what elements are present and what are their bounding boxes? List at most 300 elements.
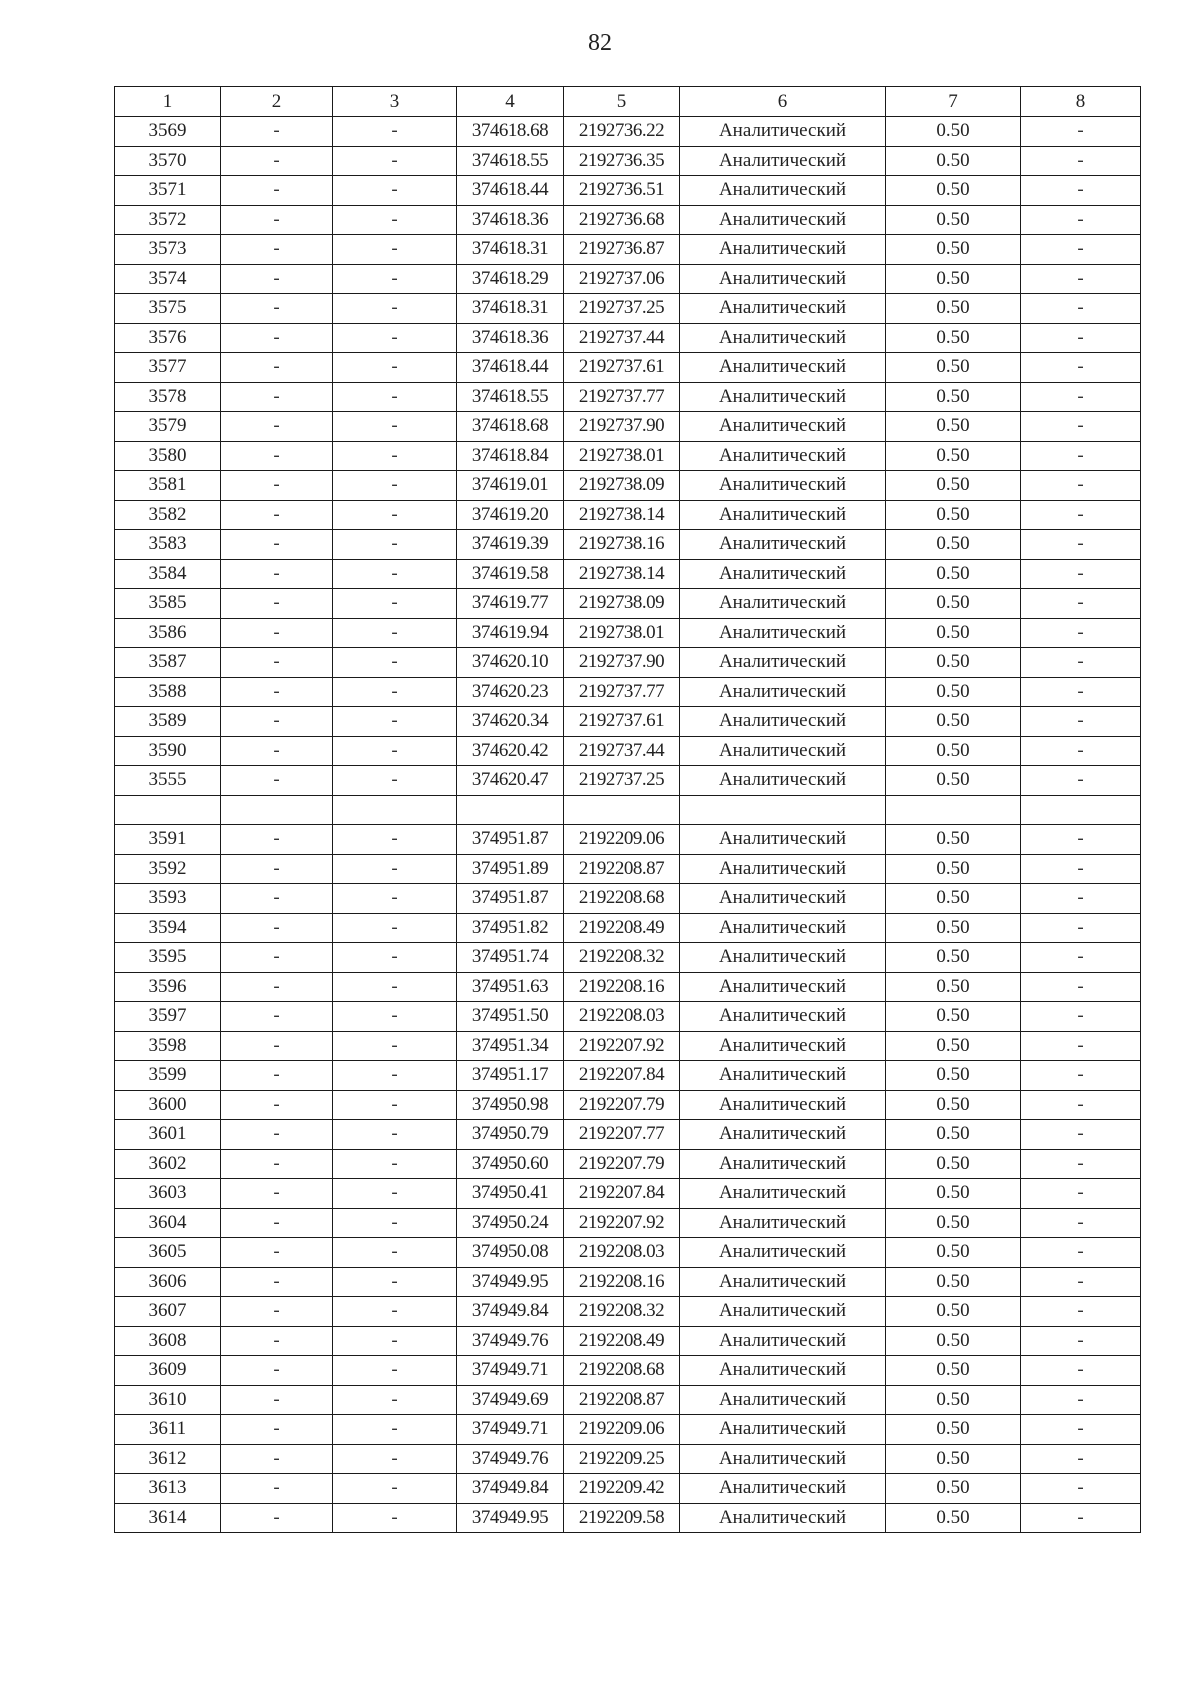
method-cell: Аналитический <box>680 294 886 324</box>
col-3-cell: - <box>333 1356 457 1386</box>
table-row <box>115 1385 1141 1415</box>
point-number-cell: 3605 <box>115 1238 221 1268</box>
coord-x-cell: 374618.36 <box>457 205 564 235</box>
coord-y-cell: 2192207.84 <box>564 1061 680 1091</box>
col-3-cell: - <box>333 707 457 737</box>
col-2-cell: - <box>221 235 333 265</box>
point-number-cell: 3581 <box>115 471 221 501</box>
coord-x-cell: 374618.55 <box>457 382 564 412</box>
point-number-cell: 3608 <box>115 1326 221 1356</box>
coord-y-cell: 2192208.87 <box>564 1385 680 1415</box>
accuracy-cell <box>886 795 1021 825</box>
table-row <box>115 353 1141 383</box>
coord-y-cell: 2192208.03 <box>564 1002 680 1032</box>
point-number-cell: 3555 <box>115 766 221 796</box>
col-3-cell: - <box>333 441 457 471</box>
coord-y-cell: 2192209.06 <box>564 1415 680 1445</box>
table-body <box>115 117 1141 1533</box>
point-number-cell: 3601 <box>115 1120 221 1150</box>
point-number-cell: 3613 <box>115 1474 221 1504</box>
accuracy-cell: 0.50 <box>886 677 1021 707</box>
coord-y-cell: 2192209.58 <box>564 1503 680 1533</box>
col-8-cell: - <box>1021 1031 1141 1061</box>
table-row <box>115 1297 1141 1327</box>
point-number-cell: 3603 <box>115 1179 221 1209</box>
col-8-cell: - <box>1021 117 1141 147</box>
column-header-6: 6 <box>680 87 886 117</box>
col-3-cell: - <box>333 1208 457 1238</box>
point-number-cell: 3583 <box>115 530 221 560</box>
coord-x-cell: 374618.55 <box>457 146 564 176</box>
point-number-cell: 3600 <box>115 1090 221 1120</box>
accuracy-cell: 0.50 <box>886 353 1021 383</box>
point-number-cell: 3588 <box>115 677 221 707</box>
col-8-cell: - <box>1021 972 1141 1002</box>
point-number-cell: 3573 <box>115 235 221 265</box>
col-2-cell: - <box>221 1444 333 1474</box>
table-header-row <box>115 87 1141 117</box>
point-number-cell: 3570 <box>115 146 221 176</box>
method-cell: Аналитический <box>680 648 886 678</box>
col-3-cell: - <box>333 1179 457 1209</box>
table-row <box>115 264 1141 294</box>
accuracy-cell: 0.50 <box>886 1208 1021 1238</box>
coord-y-cell: 2192209.06 <box>564 825 680 855</box>
accuracy-cell: 0.50 <box>886 1061 1021 1091</box>
coord-y-cell: 2192209.25 <box>564 1444 680 1474</box>
coord-x-cell: 374949.76 <box>457 1326 564 1356</box>
accuracy-cell: 0.50 <box>886 1297 1021 1327</box>
coord-x-cell: 374949.95 <box>457 1503 564 1533</box>
method-cell: Аналитический <box>680 412 886 442</box>
coord-x-cell: 374618.31 <box>457 235 564 265</box>
accuracy-cell: 0.50 <box>886 648 1021 678</box>
table-row <box>115 1267 1141 1297</box>
point-number-cell: 3592 <box>115 854 221 884</box>
coord-y-cell: 2192738.09 <box>564 471 680 501</box>
coord-x-cell: 374618.31 <box>457 294 564 324</box>
col-8-cell: - <box>1021 1385 1141 1415</box>
table-row <box>115 1326 1141 1356</box>
col-8-cell: - <box>1021 146 1141 176</box>
point-number-cell: 3598 <box>115 1031 221 1061</box>
col-8-cell: - <box>1021 1444 1141 1474</box>
col-3-cell: - <box>333 618 457 648</box>
col-3-cell: - <box>333 913 457 943</box>
col-3-cell: - <box>333 1385 457 1415</box>
col-3-cell: - <box>333 117 457 147</box>
accuracy-cell: 0.50 <box>886 1385 1021 1415</box>
col-8-cell: - <box>1021 412 1141 442</box>
accuracy-cell: 0.50 <box>886 176 1021 206</box>
col-8-cell: - <box>1021 235 1141 265</box>
col-2-cell: - <box>221 1238 333 1268</box>
accuracy-cell: 0.50 <box>886 1120 1021 1150</box>
col-3-cell: - <box>333 1503 457 1533</box>
col-8-cell: - <box>1021 264 1141 294</box>
table-row <box>115 1444 1141 1474</box>
method-cell: Аналитический <box>680 146 886 176</box>
col-2-cell: - <box>221 1031 333 1061</box>
col-3-cell: - <box>333 235 457 265</box>
coord-x-cell: 374618.84 <box>457 441 564 471</box>
accuracy-cell: 0.50 <box>886 707 1021 737</box>
col-3-cell: - <box>333 1031 457 1061</box>
column-header-3: 3 <box>333 87 457 117</box>
accuracy-cell: 0.50 <box>886 943 1021 973</box>
col-2-cell: - <box>221 264 333 294</box>
table-row <box>115 117 1141 147</box>
method-cell: Аналитический <box>680 1120 886 1150</box>
col-3-cell: - <box>333 589 457 619</box>
coord-y-cell: 2192736.87 <box>564 235 680 265</box>
point-number-cell: 3589 <box>115 707 221 737</box>
accuracy-cell: 0.50 <box>886 264 1021 294</box>
table-row <box>115 146 1141 176</box>
col-3-cell: - <box>333 146 457 176</box>
coord-y-cell: 2192208.68 <box>564 884 680 914</box>
col-8-cell: - <box>1021 943 1141 973</box>
method-cell: Аналитический <box>680 1208 886 1238</box>
col-8-cell: - <box>1021 825 1141 855</box>
coord-x-cell: 374618.68 <box>457 412 564 442</box>
coord-x-cell: 374950.98 <box>457 1090 564 1120</box>
col-3-cell: - <box>333 1002 457 1032</box>
coord-x-cell: 374620.23 <box>457 677 564 707</box>
col-3-cell: - <box>333 648 457 678</box>
point-number-cell: 3607 <box>115 1297 221 1327</box>
point-number-cell: 3599 <box>115 1061 221 1091</box>
table-row <box>115 1474 1141 1504</box>
coord-y-cell: 2192208.32 <box>564 943 680 973</box>
col-2-cell: - <box>221 1503 333 1533</box>
col-8-cell: - <box>1021 1061 1141 1091</box>
coord-y-cell: 2192738.16 <box>564 530 680 560</box>
col-3-cell: - <box>333 1326 457 1356</box>
point-number-cell: 3614 <box>115 1503 221 1533</box>
accuracy-cell: 0.50 <box>886 766 1021 796</box>
point-number-cell: 3575 <box>115 294 221 324</box>
coord-y-cell: 2192737.06 <box>564 264 680 294</box>
coord-x-cell: 374619.01 <box>457 471 564 501</box>
point-number-cell: 3569 <box>115 117 221 147</box>
col-8-cell: - <box>1021 1503 1141 1533</box>
accuracy-cell: 0.50 <box>886 972 1021 1002</box>
table-row <box>115 1061 1141 1091</box>
col-8-cell: - <box>1021 736 1141 766</box>
method-cell: Аналитический <box>680 589 886 619</box>
table-row <box>115 1208 1141 1238</box>
coord-y-cell: 2192737.77 <box>564 677 680 707</box>
table-row <box>115 1179 1141 1209</box>
coord-x-cell: 374619.20 <box>457 500 564 530</box>
table-row <box>115 235 1141 265</box>
coord-y-cell: 2192207.79 <box>564 1149 680 1179</box>
method-cell: Аналитический <box>680 323 886 353</box>
col-3-cell: - <box>333 1297 457 1327</box>
point-number-cell: 3593 <box>115 884 221 914</box>
table-row <box>115 559 1141 589</box>
coord-x-cell: 374620.10 <box>457 648 564 678</box>
col-2-cell: - <box>221 294 333 324</box>
coord-x-cell: 374618.44 <box>457 353 564 383</box>
accuracy-cell: 0.50 <box>886 825 1021 855</box>
coord-x-cell: 374620.42 <box>457 736 564 766</box>
method-cell <box>680 795 886 825</box>
coord-x-cell: 374951.50 <box>457 1002 564 1032</box>
method-cell: Аналитический <box>680 1385 886 1415</box>
method-cell: Аналитический <box>680 530 886 560</box>
table-row <box>115 471 1141 501</box>
col-2-cell: - <box>221 766 333 796</box>
point-number-cell: 3604 <box>115 1208 221 1238</box>
col-2-cell: - <box>221 1326 333 1356</box>
table-row <box>115 294 1141 324</box>
column-header-2: 2 <box>221 87 333 117</box>
accuracy-cell: 0.50 <box>886 146 1021 176</box>
coordinates-table <box>114 86 1141 1533</box>
col-8-cell: - <box>1021 1149 1141 1179</box>
col-8-cell <box>1021 795 1141 825</box>
column-header-1: 1 <box>115 87 221 117</box>
accuracy-cell: 0.50 <box>886 471 1021 501</box>
col-2-cell: - <box>221 854 333 884</box>
method-cell: Аналитический <box>680 1503 886 1533</box>
col-2-cell: - <box>221 1179 333 1209</box>
method-cell: Аналитический <box>680 1444 886 1474</box>
col-3-cell: - <box>333 972 457 1002</box>
coord-x-cell: 374949.71 <box>457 1415 564 1445</box>
table-row <box>115 1356 1141 1386</box>
col-2-cell: - <box>221 176 333 206</box>
accuracy-cell: 0.50 <box>886 1474 1021 1504</box>
method-cell: Аналитический <box>680 1002 886 1032</box>
col-3-cell: - <box>333 294 457 324</box>
point-number-cell <box>115 795 221 825</box>
col-3-cell: - <box>333 1238 457 1268</box>
coord-x-cell: 374950.41 <box>457 1179 564 1209</box>
method-cell: Аналитический <box>680 264 886 294</box>
accuracy-cell: 0.50 <box>886 1031 1021 1061</box>
coord-y-cell: 2192208.87 <box>564 854 680 884</box>
coord-x-cell: 374620.34 <box>457 707 564 737</box>
method-cell: Аналитический <box>680 1179 886 1209</box>
col-8-cell: - <box>1021 1208 1141 1238</box>
point-number-cell: 3585 <box>115 589 221 619</box>
col-8-cell: - <box>1021 1474 1141 1504</box>
col-2-cell: - <box>221 559 333 589</box>
coord-x-cell: 374949.84 <box>457 1297 564 1327</box>
coord-y-cell: 2192207.92 <box>564 1208 680 1238</box>
coord-x-cell: 374950.60 <box>457 1149 564 1179</box>
col-3-cell: - <box>333 1444 457 1474</box>
table-row <box>115 648 1141 678</box>
col-8-cell: - <box>1021 589 1141 619</box>
coord-y-cell: 2192737.77 <box>564 382 680 412</box>
table-row <box>115 707 1141 737</box>
coord-x-cell: 374951.34 <box>457 1031 564 1061</box>
page-number: 82 <box>588 30 612 56</box>
accuracy-cell: 0.50 <box>886 618 1021 648</box>
method-cell: Аналитический <box>680 1061 886 1091</box>
col-3-cell: - <box>333 943 457 973</box>
coord-y-cell: 2192208.68 <box>564 1356 680 1386</box>
accuracy-cell: 0.50 <box>886 1090 1021 1120</box>
coord-y-cell: 2192208.32 <box>564 1297 680 1327</box>
coord-x-cell: 374618.44 <box>457 176 564 206</box>
method-cell: Аналитический <box>680 766 886 796</box>
coord-y-cell: 2192209.42 <box>564 1474 680 1504</box>
accuracy-cell: 0.50 <box>886 1326 1021 1356</box>
accuracy-cell: 0.50 <box>886 884 1021 914</box>
method-cell: Аналитический <box>680 677 886 707</box>
method-cell: Аналитический <box>680 441 886 471</box>
accuracy-cell: 0.50 <box>886 294 1021 324</box>
point-number-cell: 3572 <box>115 205 221 235</box>
coord-y-cell: 2192208.16 <box>564 972 680 1002</box>
accuracy-cell: 0.50 <box>886 412 1021 442</box>
col-8-cell: - <box>1021 530 1141 560</box>
col-3-cell: - <box>333 1415 457 1445</box>
coord-y-cell: 2192207.84 <box>564 1179 680 1209</box>
point-number-cell: 3579 <box>115 412 221 442</box>
method-cell: Аналитический <box>680 707 886 737</box>
method-cell: Аналитический <box>680 1297 886 1327</box>
coord-x-cell: 374951.89 <box>457 854 564 884</box>
table-row <box>115 530 1141 560</box>
method-cell: Аналитический <box>680 913 886 943</box>
col-8-cell: - <box>1021 1297 1141 1327</box>
coord-x-cell: 374950.79 <box>457 1120 564 1150</box>
coord-x-cell: 374618.68 <box>457 117 564 147</box>
method-cell: Аналитический <box>680 205 886 235</box>
col-3-cell: - <box>333 471 457 501</box>
coord-y-cell: 2192737.90 <box>564 648 680 678</box>
table-row-blank <box>115 795 1141 825</box>
col-2-cell: - <box>221 1149 333 1179</box>
point-number-cell: 3574 <box>115 264 221 294</box>
point-number-cell: 3577 <box>115 353 221 383</box>
method-cell: Аналитический <box>680 559 886 589</box>
method-cell: Аналитический <box>680 235 886 265</box>
coord-y-cell: 2192737.25 <box>564 294 680 324</box>
accuracy-cell: 0.50 <box>886 441 1021 471</box>
table-row <box>115 884 1141 914</box>
coord-y-cell: 2192208.49 <box>564 1326 680 1356</box>
coord-y-cell: 2192207.92 <box>564 1031 680 1061</box>
col-3-cell: - <box>333 1474 457 1504</box>
coord-x-cell <box>457 795 564 825</box>
col-2-cell: - <box>221 1415 333 1445</box>
col-8-cell: - <box>1021 1356 1141 1386</box>
col-8-cell: - <box>1021 1267 1141 1297</box>
col-3-cell: - <box>333 559 457 589</box>
col-8-cell: - <box>1021 353 1141 383</box>
col-2-cell: - <box>221 913 333 943</box>
col-3-cell: - <box>333 176 457 206</box>
coord-x-cell: 374950.24 <box>457 1208 564 1238</box>
col-3-cell: - <box>333 500 457 530</box>
col-2-cell: - <box>221 323 333 353</box>
col-2-cell: - <box>221 471 333 501</box>
method-cell: Аналитический <box>680 972 886 1002</box>
col-3-cell: - <box>333 1090 457 1120</box>
col-3-cell: - <box>333 1267 457 1297</box>
coord-y-cell: 2192737.25 <box>564 766 680 796</box>
col-3-cell <box>333 795 457 825</box>
accuracy-cell: 0.50 <box>886 1356 1021 1386</box>
accuracy-cell: 0.50 <box>886 589 1021 619</box>
table-row <box>115 825 1141 855</box>
col-2-cell: - <box>221 117 333 147</box>
point-number-cell: 3610 <box>115 1385 221 1415</box>
col-2-cell <box>221 795 333 825</box>
table-row <box>115 441 1141 471</box>
method-cell: Аналитический <box>680 1326 886 1356</box>
col-3-cell: - <box>333 854 457 884</box>
coord-y-cell: 2192738.09 <box>564 589 680 619</box>
coord-y-cell: 2192208.03 <box>564 1238 680 1268</box>
table-row <box>115 1415 1141 1445</box>
point-number-cell: 3576 <box>115 323 221 353</box>
col-2-cell: - <box>221 707 333 737</box>
point-number-cell: 3606 <box>115 1267 221 1297</box>
coord-x-cell: 374949.76 <box>457 1444 564 1474</box>
point-number-cell: 3595 <box>115 943 221 973</box>
method-cell: Аналитический <box>680 1415 886 1445</box>
accuracy-cell: 0.50 <box>886 1415 1021 1445</box>
point-number-cell: 3596 <box>115 972 221 1002</box>
point-number-cell: 3582 <box>115 500 221 530</box>
col-2-cell: - <box>221 530 333 560</box>
table-row <box>115 1149 1141 1179</box>
accuracy-cell: 0.50 <box>886 382 1021 412</box>
col-8-cell: - <box>1021 884 1141 914</box>
col-8-cell: - <box>1021 1179 1141 1209</box>
point-number-cell: 3586 <box>115 618 221 648</box>
table-row <box>115 766 1141 796</box>
point-number-cell: 3591 <box>115 825 221 855</box>
coord-y-cell: 2192738.14 <box>564 559 680 589</box>
accuracy-cell: 0.50 <box>886 1149 1021 1179</box>
method-cell: Аналитический <box>680 1356 886 1386</box>
col-3-cell: - <box>333 884 457 914</box>
method-cell: Аналитический <box>680 471 886 501</box>
method-cell: Аналитический <box>680 1267 886 1297</box>
point-number-cell: 3587 <box>115 648 221 678</box>
col-2-cell: - <box>221 972 333 1002</box>
table-row <box>115 323 1141 353</box>
coord-y-cell: 2192738.01 <box>564 618 680 648</box>
col-8-cell: - <box>1021 1415 1141 1445</box>
accuracy-cell: 0.50 <box>886 530 1021 560</box>
accuracy-cell: 0.50 <box>886 1503 1021 1533</box>
accuracy-cell: 0.50 <box>886 854 1021 884</box>
table-row <box>115 176 1141 206</box>
coord-y-cell: 2192737.61 <box>564 707 680 737</box>
column-header-7: 7 <box>886 87 1021 117</box>
col-8-cell: - <box>1021 1090 1141 1120</box>
point-number-cell: 3590 <box>115 736 221 766</box>
accuracy-cell: 0.50 <box>886 1444 1021 1474</box>
table-row <box>115 500 1141 530</box>
col-2-cell: - <box>221 648 333 678</box>
table-row <box>115 1090 1141 1120</box>
coord-y-cell: 2192208.16 <box>564 1267 680 1297</box>
col-8-cell: - <box>1021 854 1141 884</box>
table-row <box>115 1031 1141 1061</box>
col-2-cell: - <box>221 1208 333 1238</box>
